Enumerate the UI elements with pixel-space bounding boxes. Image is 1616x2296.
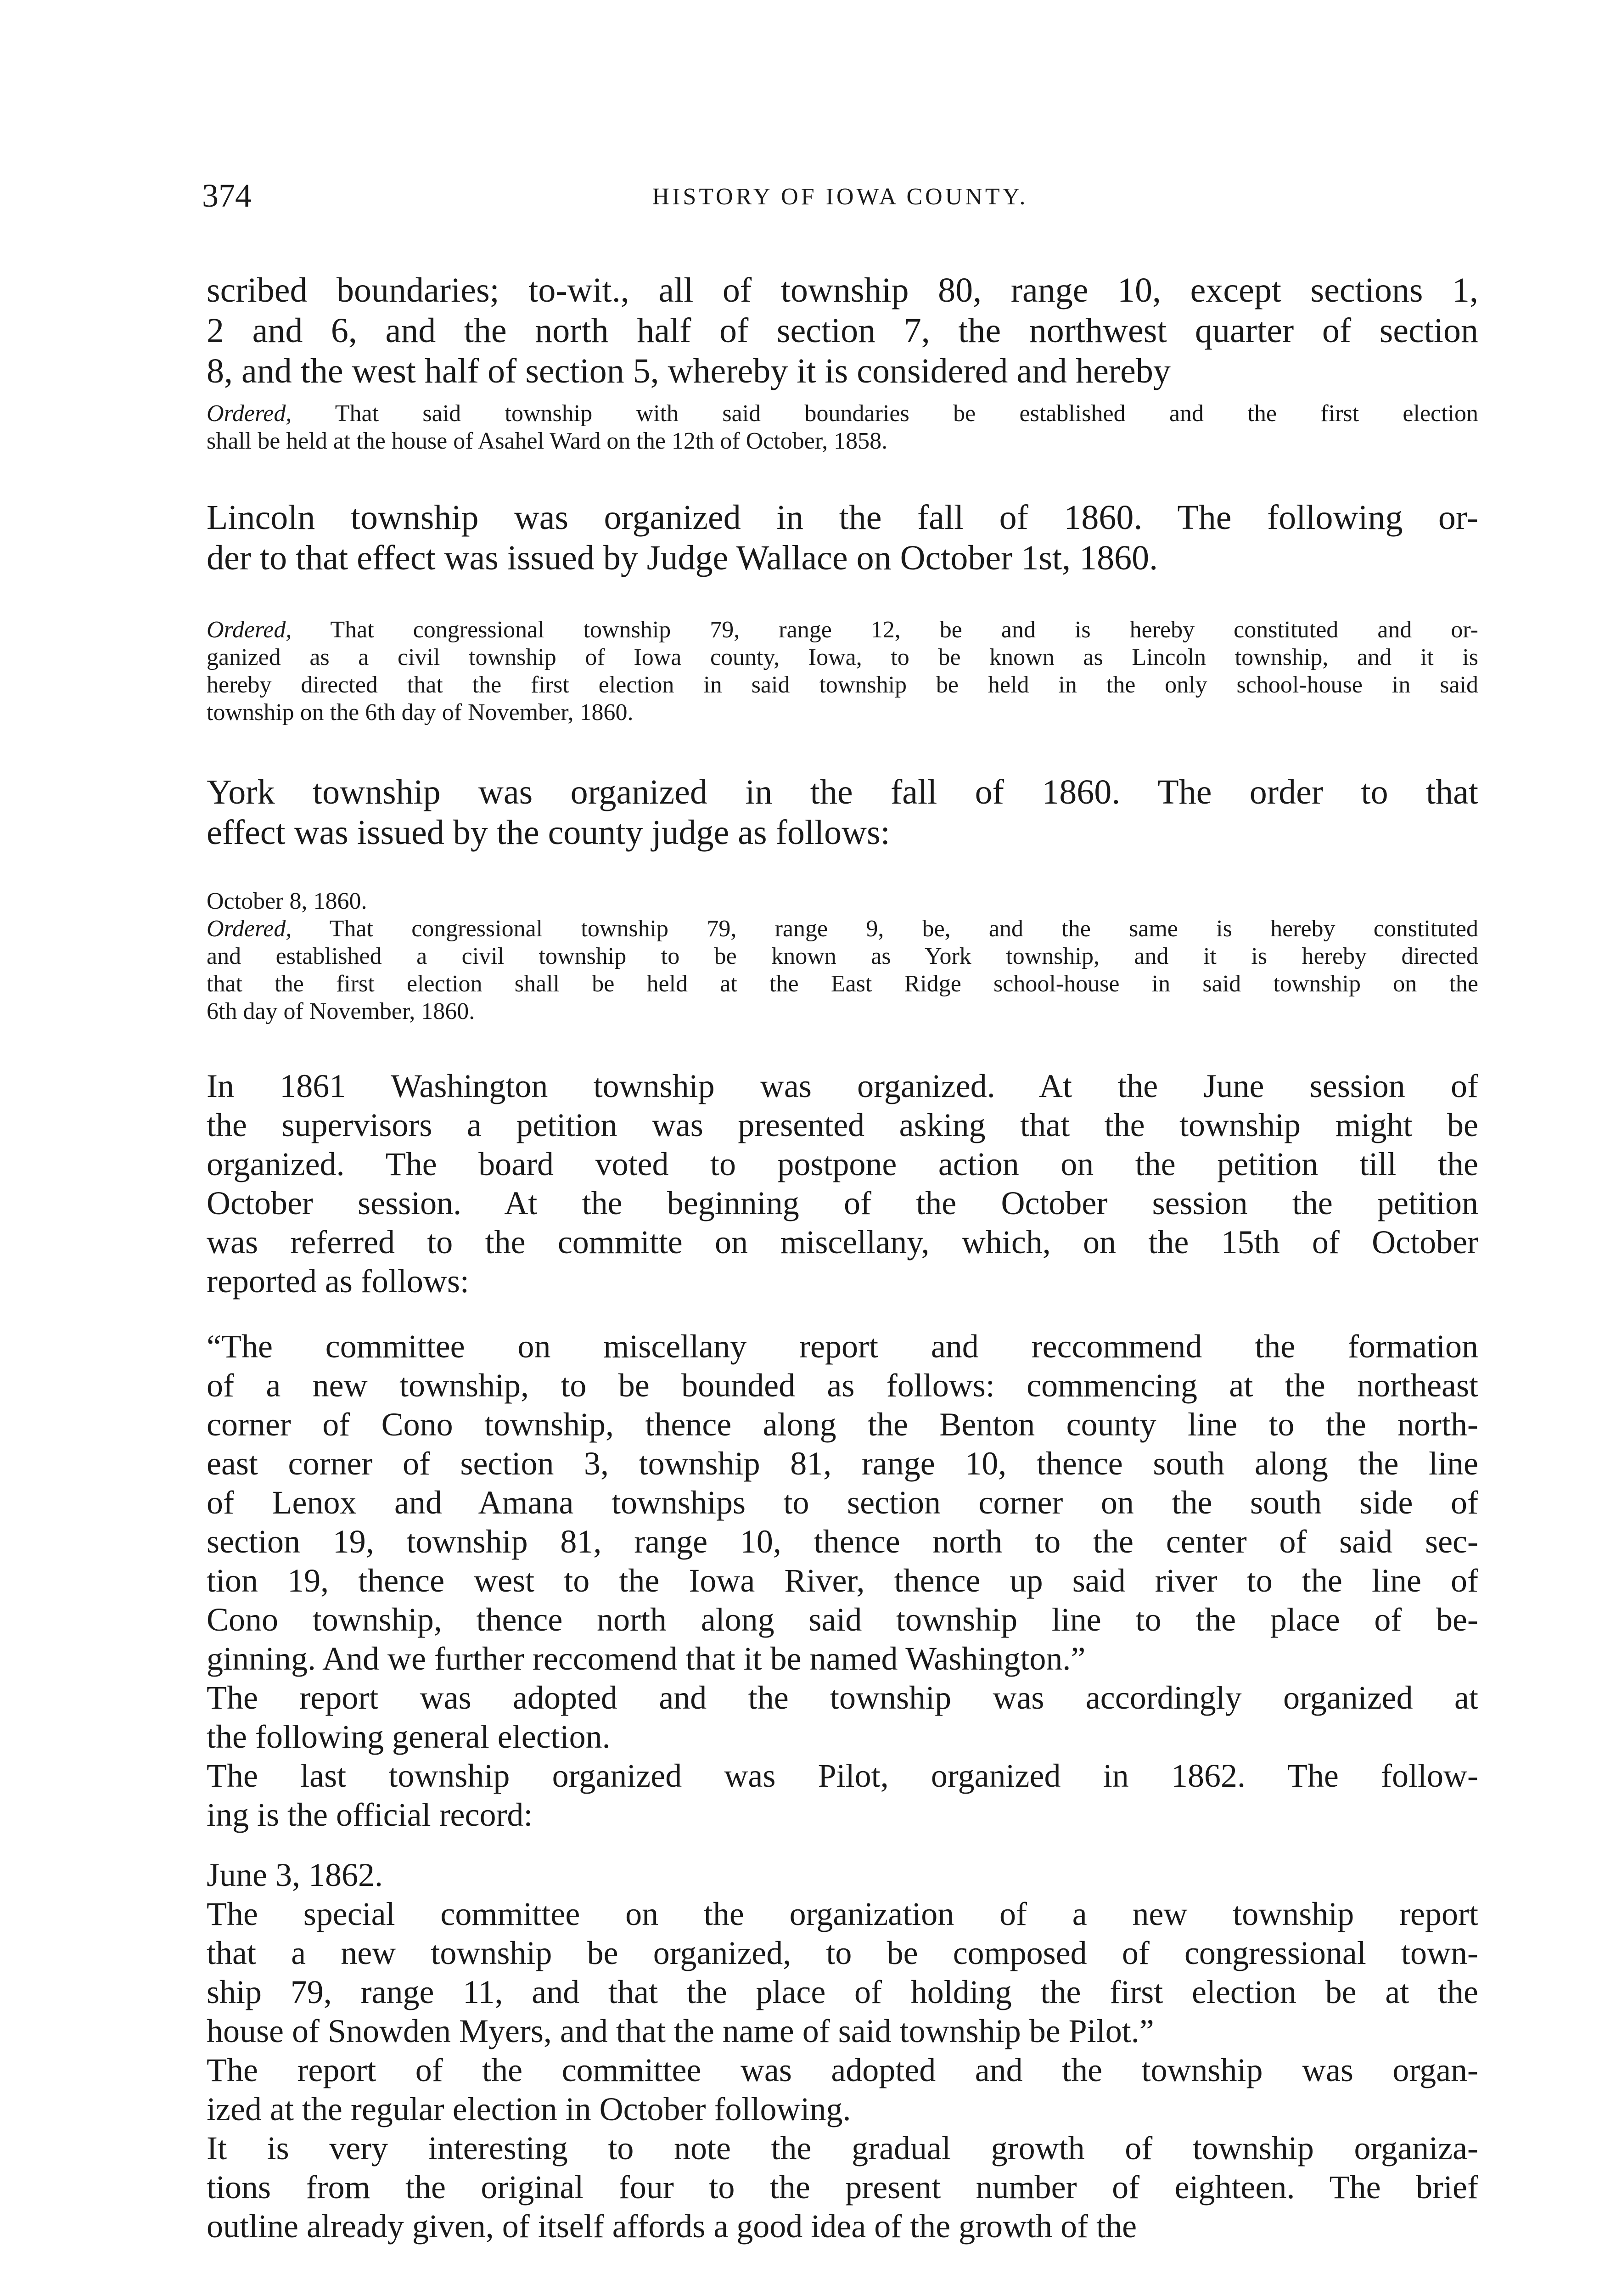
text-line: 8, and the west half of section 5, whereby it is considered and hereby — [207, 352, 1171, 390]
text-line: hereby directed that the first election in said township be held in the only school-house in said — [207, 672, 1478, 698]
text-line: east corner of section 3, township 81, range 10, thence south along the line — [207, 1445, 1478, 1482]
text-line: In 1861 Washington township was organized. At the June session of — [207, 1068, 1478, 1104]
text-line — [207, 400, 1478, 428]
text-line: of a new township, to be bounded as follows: commencing at the northeast — [207, 1367, 1478, 1404]
text-line: Cono township, thence north along said township line to the place of be- — [207, 1601, 1478, 1638]
text-line: scribed boundaries; to-wit., all of township 80, range 10, except sections 1, — [207, 271, 1478, 310]
running-title: HISTORY OF IOWA COUNTY. — [652, 184, 1028, 210]
order-1858 — [207, 400, 1478, 455]
line-text: That congressional township 79, range 12, be and is hereby constituted and or- — [292, 617, 1478, 643]
text-line: The report of the committee was adopted and the township was organ- — [207, 2052, 1478, 2088]
para-york — [207, 772, 1478, 853]
page-number: 374 — [202, 177, 252, 214]
text-line: that the first election shall be held at the East Ridge school-house in said township on the — [207, 971, 1478, 997]
text-line: York township was organized in the fall of 1860. The order to that — [207, 773, 1478, 811]
para-washington — [207, 1067, 1478, 1301]
text-line: Lincoln township was organized in the fall of 1860. The following or- — [207, 498, 1478, 537]
text-line: October session. At the beginning of the October session the petition — [207, 1185, 1478, 1221]
text-line: It is very interesting to note the gradual growth of township organiza- — [207, 2130, 1478, 2167]
text-line: and established a civil township to be known as York township, and it is hereby directed — [207, 943, 1478, 969]
text-line: the following general election. — [207, 1718, 611, 1755]
text-line — [207, 915, 1478, 943]
text-line: June 3, 1862. — [207, 1857, 383, 1893]
text-line: ganized as a civil township of Iowa county, Iowa, to be known as Lincoln township, and it is — [207, 644, 1478, 670]
text-line: shall be held at the house of Asahel Ward on the 12th of October, 1858. — [207, 428, 888, 454]
text-line: township on the 6th day of November, 1860. — [207, 699, 634, 726]
text-line: tions from the original four to the present number of eighteen. The brief — [207, 2169, 1478, 2206]
order-date: October 8, 1860. — [207, 888, 367, 914]
ordered-lead: Ordered, — [207, 916, 292, 942]
text-line: reported as follows: — [207, 1263, 469, 1300]
text-line: “The committee on miscellany report and reccommend the formation — [207, 1328, 1478, 1365]
text-line: The report was adopted and the township was accordingly organized at — [207, 1679, 1478, 1716]
line-text: That said township with said boundaries be established and the first election — [292, 400, 1478, 427]
ordered-lead: Ordered, — [207, 617, 292, 643]
para-lincoln — [207, 497, 1478, 578]
text-line: The last township organized was Pilot, organized in 1862. The follow- — [207, 1757, 1478, 1794]
text-line: 6th day of November, 1860. — [207, 998, 475, 1024]
text-line — [207, 616, 1478, 644]
text-line: house of Snowden Myers, and that the name of said township be Pilot.” — [207, 2013, 1154, 2049]
quote-committee — [207, 1327, 1478, 1835]
text-line: of Lenox and Amana townships to section corner on the south side of — [207, 1484, 1478, 1521]
text-line: ginning. And we further reccomend that it be named Washington.” — [207, 1640, 1086, 1677]
text-line: organized. The board voted to postpone action on the petition till the — [207, 1146, 1478, 1182]
text-line: ship 79, range 11, and that the place of holding the first election be at the — [207, 1974, 1478, 2010]
order-york — [207, 888, 1478, 1025]
text-line: tion 19, thence west to the Iowa River, thence up said river to the line of — [207, 1562, 1478, 1599]
line-text: That congressional township 79, range 9, be, and the same is hereby constituted — [292, 916, 1478, 942]
ordered-lead: Ordered, — [207, 400, 292, 427]
para-pilot — [207, 1856, 1478, 2246]
text-line: outline already given, of itself affords a good idea of the growth of the — [207, 2208, 1137, 2245]
page-header — [202, 177, 1478, 218]
text-line: that a new township be organized, to be composed of congressional town- — [207, 1935, 1478, 1971]
text-line: the supervisors a petition was presented asking that the township might be — [207, 1107, 1478, 1143]
text-line: effect was issued by the county judge as follows: — [207, 813, 890, 852]
text-line: was referred to the committe on miscellany, which, on the 15th of October — [207, 1224, 1478, 1261]
para-boundaries — [207, 270, 1478, 391]
text-line: 2 and 6, and the north half of section 7, the northwest quarter of section — [207, 311, 1478, 350]
text-line: ized at the regular election in October following. — [207, 2091, 851, 2127]
text-line: section 19, township 81, range 10, thence north to the center of said sec- — [207, 1523, 1478, 1560]
text-line: ing is the official record: — [207, 1796, 533, 1833]
order-lincoln — [207, 616, 1478, 726]
text-line: der to that effect was issued by Judge Wallace on October 1st, 1860. — [207, 539, 1158, 577]
text-line: The special committee on the organization of a new township report — [207, 1896, 1478, 1932]
text-line: corner of Cono township, thence along the Benton county line to the north- — [207, 1406, 1478, 1443]
